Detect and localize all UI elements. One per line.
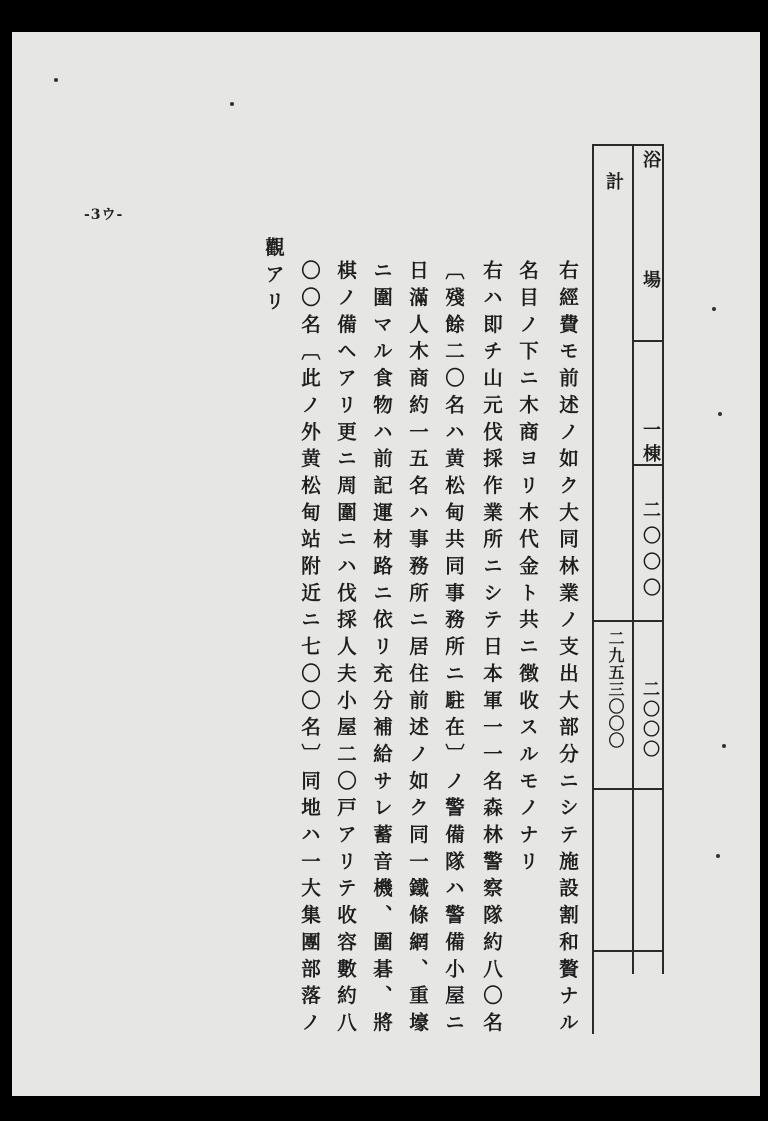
text-column-5: 日滿人木商約一五名ハ事務所ニ居住前述ノ如ク同一鐵條網、重壕 (406, 260, 429, 1039)
text-column-6: ニ圍マル食物ハ前記運材路ニ依リ充分補給サレ蓄音機、圍碁、將 (370, 260, 393, 1039)
scan-speck (722, 744, 726, 748)
table-subvalue: 二〇〇〇 (639, 680, 659, 760)
table-line (632, 144, 634, 974)
total-value: 二九五三〇〇〇 (606, 630, 625, 749)
text-column-1: 右經費モ前述ノ如ク大同林業ノ支出大部分ニシテ施設割和贅ナル (556, 260, 579, 1039)
table-line (592, 144, 594, 1034)
table-value: 二〇〇〇 (640, 500, 661, 604)
scan-speck (230, 102, 234, 106)
text-column-9: 觀アリ (262, 237, 285, 318)
page-number: -3ウ- (84, 207, 124, 223)
scan-speck (716, 854, 720, 858)
scan-speck (718, 412, 722, 416)
text-column-4: 〔殘餘二〇名ハ黄松甸共同事務所ニ駐在〕ノ警備隊ハ警備小屋ニ (442, 260, 465, 1039)
table-header-building: 一棟 (640, 420, 661, 468)
table-line (592, 950, 664, 952)
scan-speck (54, 78, 58, 82)
table-line (592, 788, 664, 790)
total-label: 計 (603, 172, 624, 190)
table-line (592, 144, 664, 146)
text-column-2: 名目ノ下ニ木商ヨリ木代金ト共ニ徴收スルモノナリ (516, 260, 539, 878)
text-column-8: 〇〇名〔此ノ外黄松甸站附近ニ七〇〇名〕同地ハ一大集團部落ノ (298, 260, 321, 1039)
document-page (12, 32, 760, 1096)
scan-speck (712, 307, 716, 311)
table-header-place: 場 (640, 270, 661, 288)
table-header-bath: 浴 (640, 150, 661, 168)
text-column-7: 棋ノ備ヘアリ更ニ周圍ニハ伐採人夫小屋二〇戸アリテ收容數約八 (334, 260, 357, 1039)
text-column-3: 右ハ即チ山元伐採作業所ニシテ日本軍一一名森林警察隊約八〇名 (480, 260, 503, 1039)
table-line (592, 620, 664, 622)
table-line (632, 340, 664, 342)
